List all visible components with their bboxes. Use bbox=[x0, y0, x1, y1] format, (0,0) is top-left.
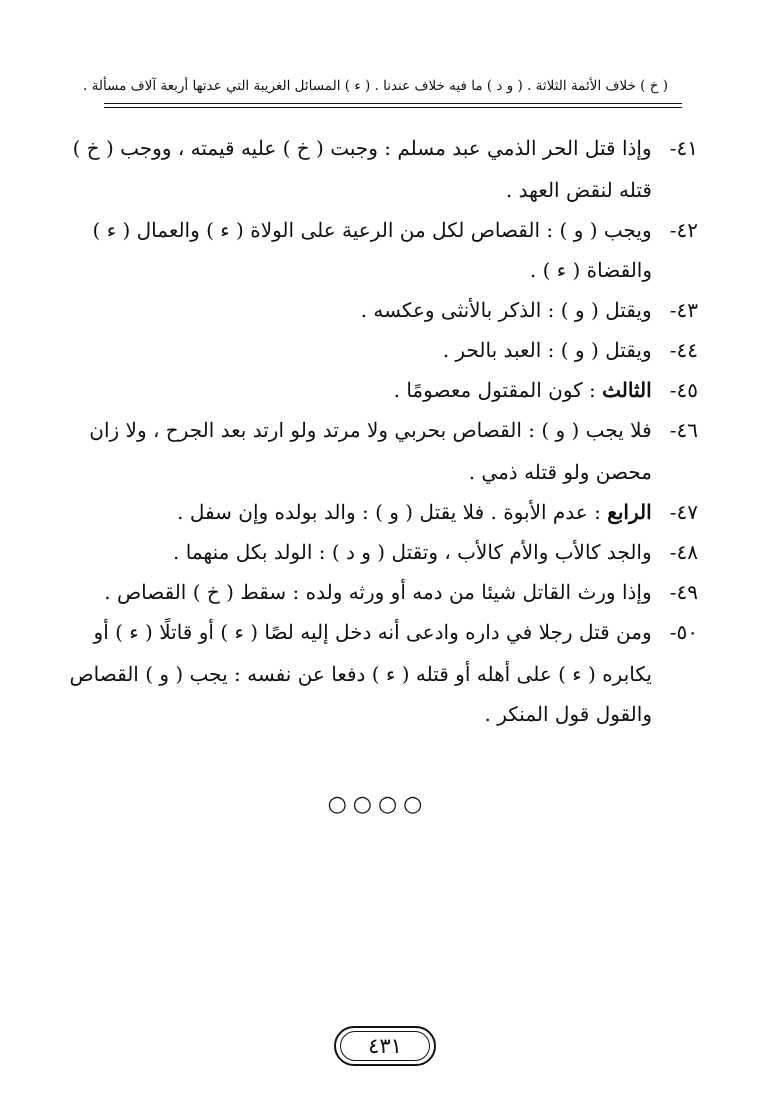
item-number: ٤٩- bbox=[669, 580, 698, 604]
item-number: ٥٠- bbox=[669, 620, 698, 644]
item-42-cont bbox=[92, 258, 698, 282]
page-number-inner-border bbox=[340, 1031, 430, 1061]
item-50-cont2 bbox=[92, 702, 698, 726]
item-text: فلا يجب ( و ) : القصاص بحربي ولا مرتد ولو ارتد بعد الجرح ، ولا زان bbox=[89, 418, 652, 442]
item-number: ٤٢- bbox=[669, 218, 698, 242]
item-text: ويجب ( و ) : القصاص لكل من الرعية على الولاة ( ء ) والعمال ( ء ) bbox=[92, 218, 652, 242]
item-number: ٤٦- bbox=[669, 418, 698, 442]
item-number: ٤٥- bbox=[669, 378, 698, 402]
item-text: والجد كالأب والأم كالأب ، وتقتل ( و د ) : الولد بكل منهما . bbox=[173, 540, 652, 564]
item-41 bbox=[72, 136, 698, 160]
item-number: ٤١- bbox=[669, 136, 698, 160]
item-text-cont: قتله لنقض العهد . bbox=[505, 178, 652, 202]
item-48 bbox=[92, 540, 698, 564]
page-number: ٤٣١ bbox=[368, 1034, 402, 1058]
item-number: ٤٤- bbox=[669, 338, 698, 362]
section-ornament: ○○○○ bbox=[327, 792, 429, 817]
item-text: : كون المقتول معصومًا . bbox=[393, 378, 596, 402]
item-number: ٤٨- bbox=[669, 540, 698, 564]
item-46-cont bbox=[92, 460, 698, 484]
item-49 bbox=[92, 580, 698, 604]
item-47 bbox=[92, 500, 698, 524]
item-text: وإذا قتل الحر الذمي عبد مسلم : وجبت ( خ ) عليه قيمته ، ووجب ( خ ) bbox=[72, 136, 652, 160]
header-rule-top bbox=[104, 103, 682, 104]
item-text-cont: والقضاة ( ء ) . bbox=[529, 258, 652, 282]
item-text: ويقتل ( و ) : الذكر بالأنثى وعكسه . bbox=[360, 298, 652, 322]
item-number: ٤٣- bbox=[669, 298, 698, 322]
page-number-frame bbox=[334, 1026, 436, 1066]
item-text-cont: يكابره ( ء ) على أهله أو قتله ( ء ) دفعا عن نفسه : يجب ( و ) القصاص bbox=[69, 662, 652, 686]
item-43 bbox=[92, 298, 698, 322]
item-text: ومن قتل رجلا في داره وادعى أنه دخل إليه لصًا ( ء ) أو قاتلًا ( ء ) أو bbox=[93, 620, 652, 644]
item-50 bbox=[92, 620, 698, 644]
item-heading: الرابع bbox=[607, 500, 652, 524]
item-41-cont bbox=[92, 178, 698, 202]
header-rule-bottom bbox=[104, 107, 682, 108]
item-45 bbox=[92, 378, 698, 402]
item-number: ٤٧- bbox=[669, 500, 698, 524]
item-46 bbox=[89, 418, 698, 442]
item-text: ويقتل ( و ) : العبد بالحر . bbox=[442, 338, 652, 362]
page-header: ( خ ) خلاف الأئمة الثلاثة . ( و د ) ما فيه خلاف عندنا . ( ء ) المسائل الغريبة التي عدتها أربعة آلاف مسألة . bbox=[83, 78, 668, 94]
item-50-cont bbox=[69, 662, 698, 686]
item-text-cont: والقول قول المنكر . bbox=[484, 702, 652, 726]
item-42 bbox=[92, 218, 698, 242]
item-heading: الثالث bbox=[602, 378, 652, 402]
item-text-cont: محصن ولو قتله ذمي . bbox=[468, 460, 652, 484]
item-text: وإذا ورث القاتل شيئا من دمه أو ورثه ولده : سقط ( خ ) القصاص . bbox=[104, 580, 652, 604]
item-text: : عدم الأبوة . فلا يقتل ( و ) : والد بولده وإن سفل . bbox=[177, 500, 601, 524]
item-44 bbox=[92, 338, 698, 362]
